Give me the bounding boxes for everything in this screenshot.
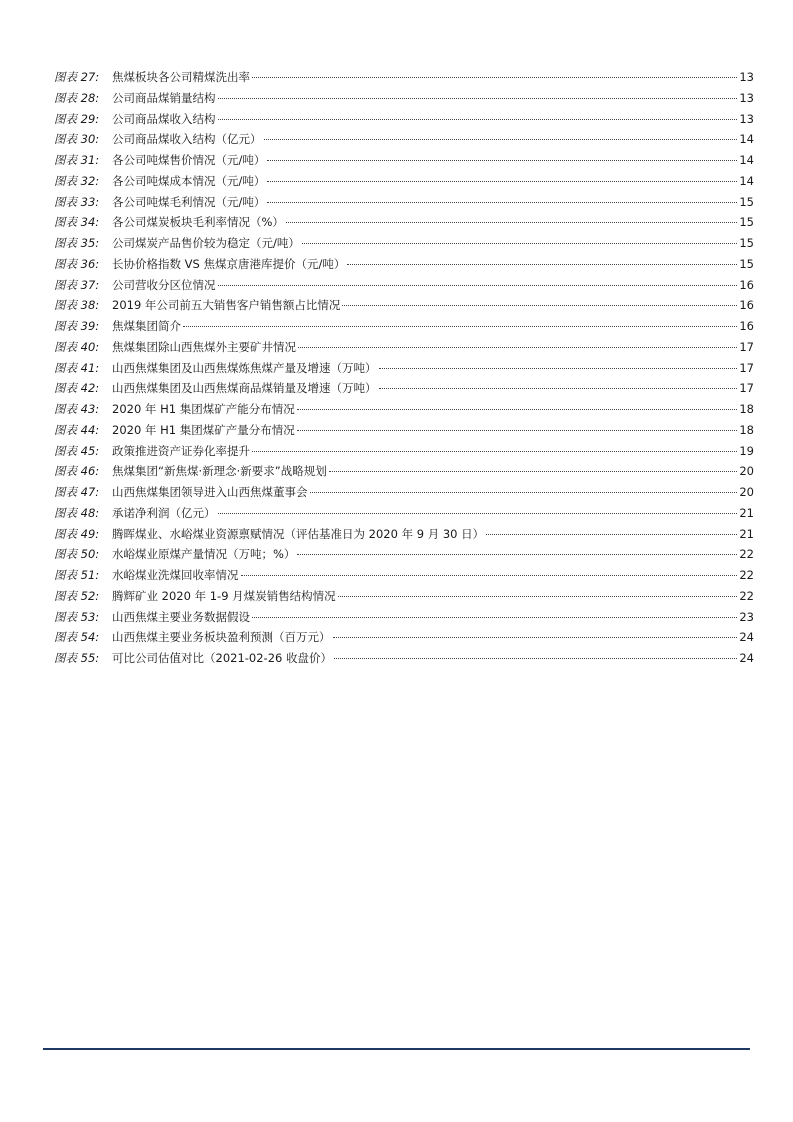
dot-leader	[302, 242, 737, 244]
toc-entry-label: 图表 32:	[54, 173, 100, 188]
toc-entry[interactable]	[54, 503, 754, 524]
toc-entry-title: 水峪煤业洗煤回收率情况	[112, 568, 239, 582]
toc-entry-title: 焦煤板块各公司精煤洗出率	[112, 70, 250, 84]
toc-entry-label: 图表 28:	[54, 90, 100, 105]
toc-entry-label: 图表 44:	[54, 422, 100, 437]
dot-leader	[329, 470, 738, 472]
toc-entry-title: 焦煤集团简介	[112, 319, 181, 333]
toc-entry-title: 山西焦煤集团领导进入山西焦煤董事会	[112, 485, 308, 499]
toc-entry-title: 腾辉矿业 2020 年 1-9 月煤炭销售结构情况	[112, 588, 336, 603]
toc-entry[interactable]	[54, 441, 754, 462]
toc-entry-label: 图表 53:	[54, 609, 100, 624]
toc-entry-page-number: 17	[739, 381, 754, 396]
toc-entry-title: 水峪煤业原煤产量情况（万吨；%）	[112, 547, 296, 562]
dot-leader	[183, 325, 737, 327]
toc-entry-label: 图表 27:	[54, 70, 100, 84]
toc-entry-label: 图表 31:	[54, 153, 100, 167]
toc-entry-title: 各公司煤炭板块毛利率情况（%）	[112, 215, 284, 230]
toc-entry[interactable]	[54, 233, 754, 254]
toc-entry[interactable]	[54, 648, 754, 669]
toc-entry-page-number: 16	[739, 277, 754, 292]
toc-entry-label: 图表 37:	[54, 277, 100, 292]
toc-entry-label: 图表 40:	[54, 339, 100, 354]
toc-entry-page-number: 16	[739, 298, 754, 313]
toc-entry-page-number: 15	[739, 194, 754, 209]
toc-entry-label: 图表 29:	[54, 111, 100, 126]
toc-entry-title: 政策推进资产证券化率提升	[112, 443, 250, 458]
toc-entry[interactable]	[54, 254, 754, 275]
toc-entry[interactable]	[54, 482, 754, 503]
toc-entry-label: 图表 33:	[54, 194, 100, 209]
toc-entry-label: 图表 52:	[54, 588, 100, 603]
dot-leader	[218, 97, 738, 99]
toc-entry-page-number: 24	[739, 651, 754, 665]
dot-leader	[252, 616, 737, 618]
toc-entry-page-number: 22	[739, 588, 754, 603]
toc-entry-title: 山西焦煤主要业务板块盈利预测（百万元）	[112, 630, 331, 645]
dot-leader	[297, 408, 738, 410]
toc-entry-page-number: 16	[739, 319, 754, 333]
toc-entry[interactable]	[54, 275, 754, 296]
toc-entry-page-number: 19	[739, 443, 754, 458]
dot-leader	[218, 118, 738, 120]
toc-entry-label: 图表 54:	[54, 630, 100, 645]
dot-leader	[310, 491, 738, 493]
toc-entry[interactable]	[54, 150, 754, 171]
toc-entry-title: 可比公司估值对比（2021-02-26 收盘价）	[112, 651, 332, 665]
toc-entry[interactable]	[54, 109, 754, 130]
toc-entry[interactable]	[54, 607, 754, 628]
toc-entry-label: 图表 42:	[54, 381, 100, 396]
toc-entry[interactable]	[54, 565, 754, 586]
toc-entry-label: 图表 45:	[54, 443, 100, 458]
toc-entry[interactable]	[54, 399, 754, 420]
toc-entry-page-number: 17	[739, 339, 754, 354]
toc-entry-label: 图表 30:	[54, 132, 100, 147]
dot-leader	[267, 180, 737, 182]
dot-leader	[297, 429, 738, 431]
toc-entry-label: 图表 51:	[54, 568, 100, 582]
toc-entry-page-number: 15	[739, 236, 754, 250]
toc-entry-label: 图表 34:	[54, 215, 100, 230]
footer-rule	[43, 1048, 750, 1050]
toc-entry-page-number: 17	[739, 360, 754, 375]
toc-entry-title: 山西焦煤集团及山西焦煤炼焦煤产量及增速（万吨）	[112, 360, 377, 375]
toc-entry-label: 图表 49:	[54, 526, 100, 541]
toc-entry-label: 图表 43:	[54, 402, 100, 416]
toc-entry-page-number: 20	[739, 464, 754, 479]
toc-entry-label: 图表 55:	[54, 651, 100, 665]
dot-leader	[264, 138, 738, 140]
toc-entry-page-number: 18	[739, 422, 754, 437]
dot-leader	[333, 636, 738, 638]
toc-entry[interactable]	[54, 171, 754, 192]
toc-entry-title: 腾晖煤业、水峪煤业资源禀赋情况（评估基准日为 2020 年 9 月 30 日）	[112, 526, 485, 541]
toc-entry[interactable]	[54, 358, 754, 379]
toc-entry[interactable]	[54, 316, 754, 337]
toc-entry-page-number: 21	[739, 526, 754, 541]
dot-leader	[486, 533, 737, 535]
toc-entry-page-number: 14	[739, 173, 754, 188]
toc-entry[interactable]	[54, 212, 754, 233]
toc-entry-label: 图表 46:	[54, 464, 100, 479]
dot-leader	[241, 574, 738, 576]
toc-entry-page-number: 14	[739, 132, 754, 147]
toc-entry-page-number: 13	[739, 90, 754, 105]
toc-entry-page-number: 13	[739, 70, 754, 84]
toc-entry-title: 承诺净利润（亿元）	[112, 505, 216, 520]
toc-entry-page-number: 22	[739, 547, 754, 562]
dot-leader	[286, 221, 737, 223]
toc-entry-title: 2020 年 H1 集团煤矿产能分布情况	[112, 402, 295, 416]
toc-entry-title: 焦煤集团“新焦煤·新理念·新要求”战略规划	[112, 464, 327, 479]
dot-leader	[267, 201, 737, 203]
toc-entry-label: 图表 50:	[54, 547, 100, 562]
dot-leader	[218, 512, 738, 514]
dot-leader	[252, 76, 737, 78]
dot-leader	[342, 304, 737, 306]
dot-leader	[338, 595, 738, 597]
toc-entry-page-number: 15	[739, 256, 754, 271]
toc-entry-title: 2019 年公司前五大销售客户销售额占比情况	[112, 298, 341, 313]
toc-entry-title: 公司商品煤收入结构（亿元）	[112, 132, 262, 147]
toc-entry-title: 各公司吨煤成本情况（元/吨）	[112, 173, 266, 188]
toc-entry-page-number: 13	[739, 111, 754, 126]
toc-entry[interactable]	[54, 295, 754, 316]
dot-leader	[334, 657, 737, 659]
toc-entry[interactable]	[54, 461, 754, 482]
dot-leader	[267, 159, 737, 161]
toc-entry-title: 公司营收分区位情况	[112, 277, 216, 292]
toc-entry[interactable]	[54, 129, 754, 150]
table-of-figures	[54, 67, 754, 669]
dot-leader	[298, 346, 737, 348]
toc-entry-label: 图表 35:	[54, 236, 100, 250]
toc-entry-label: 图表 41:	[54, 360, 100, 375]
toc-entry[interactable]	[54, 586, 754, 607]
toc-entry-page-number: 15	[739, 215, 754, 230]
toc-entry-title: 长协价格指数 VS 焦煤京唐港库提价（元/吨）	[112, 256, 346, 271]
toc-entry[interactable]	[54, 192, 754, 213]
toc-entry-label: 图表 47:	[54, 485, 100, 499]
toc-entry-label: 图表 36:	[54, 256, 100, 271]
toc-entry-page-number: 22	[739, 568, 754, 582]
toc-entry-page-number: 24	[739, 630, 754, 645]
toc-entry-title: 焦煤集团除山西焦煤外主要矿井情况	[112, 339, 296, 354]
toc-entry[interactable]	[54, 67, 754, 88]
dot-leader	[218, 284, 738, 286]
dot-leader	[379, 367, 738, 369]
toc-entry-page-number: 18	[739, 402, 754, 416]
toc-entry-label: 图表 38:	[54, 298, 100, 313]
toc-entry-title: 各公司吨煤毛利情况（元/吨）	[112, 194, 266, 209]
toc-entry-page-number: 20	[739, 485, 754, 499]
toc-entry-title: 公司煤炭产品售价较为稳定（元/吨）	[112, 236, 300, 250]
toc-entry[interactable]	[54, 378, 754, 399]
toc-entry-label: 图表 39:	[54, 319, 100, 333]
toc-entry[interactable]	[54, 544, 754, 565]
toc-entry[interactable]	[54, 627, 754, 648]
toc-entry[interactable]	[54, 420, 754, 441]
toc-entry-page-number: 14	[739, 153, 754, 167]
toc-entry-title: 公司商品煤收入结构	[112, 111, 216, 126]
dot-leader	[297, 553, 737, 555]
toc-entry-title: 山西焦煤集团及山西焦煤商品煤销量及增速（万吨）	[112, 381, 377, 396]
toc-entry-page-number: 23	[739, 609, 754, 624]
toc-entry[interactable]	[54, 524, 754, 545]
toc-entry-title: 山西焦煤主要业务数据假设	[112, 609, 250, 624]
toc-entry[interactable]	[54, 337, 754, 358]
toc-entry-title: 各公司吨煤售价情况（元/吨）	[112, 153, 266, 167]
toc-entry[interactable]	[54, 88, 754, 109]
toc-entry-label: 图表 48:	[54, 505, 100, 520]
toc-entry-title: 2020 年 H1 集团煤矿产量分布情况	[112, 422, 295, 437]
dot-leader	[252, 450, 737, 452]
toc-entry-title: 公司商品煤销量结构	[112, 90, 216, 105]
dot-leader	[347, 263, 737, 265]
dot-leader	[379, 387, 738, 389]
toc-entry-page-number: 21	[739, 505, 754, 520]
